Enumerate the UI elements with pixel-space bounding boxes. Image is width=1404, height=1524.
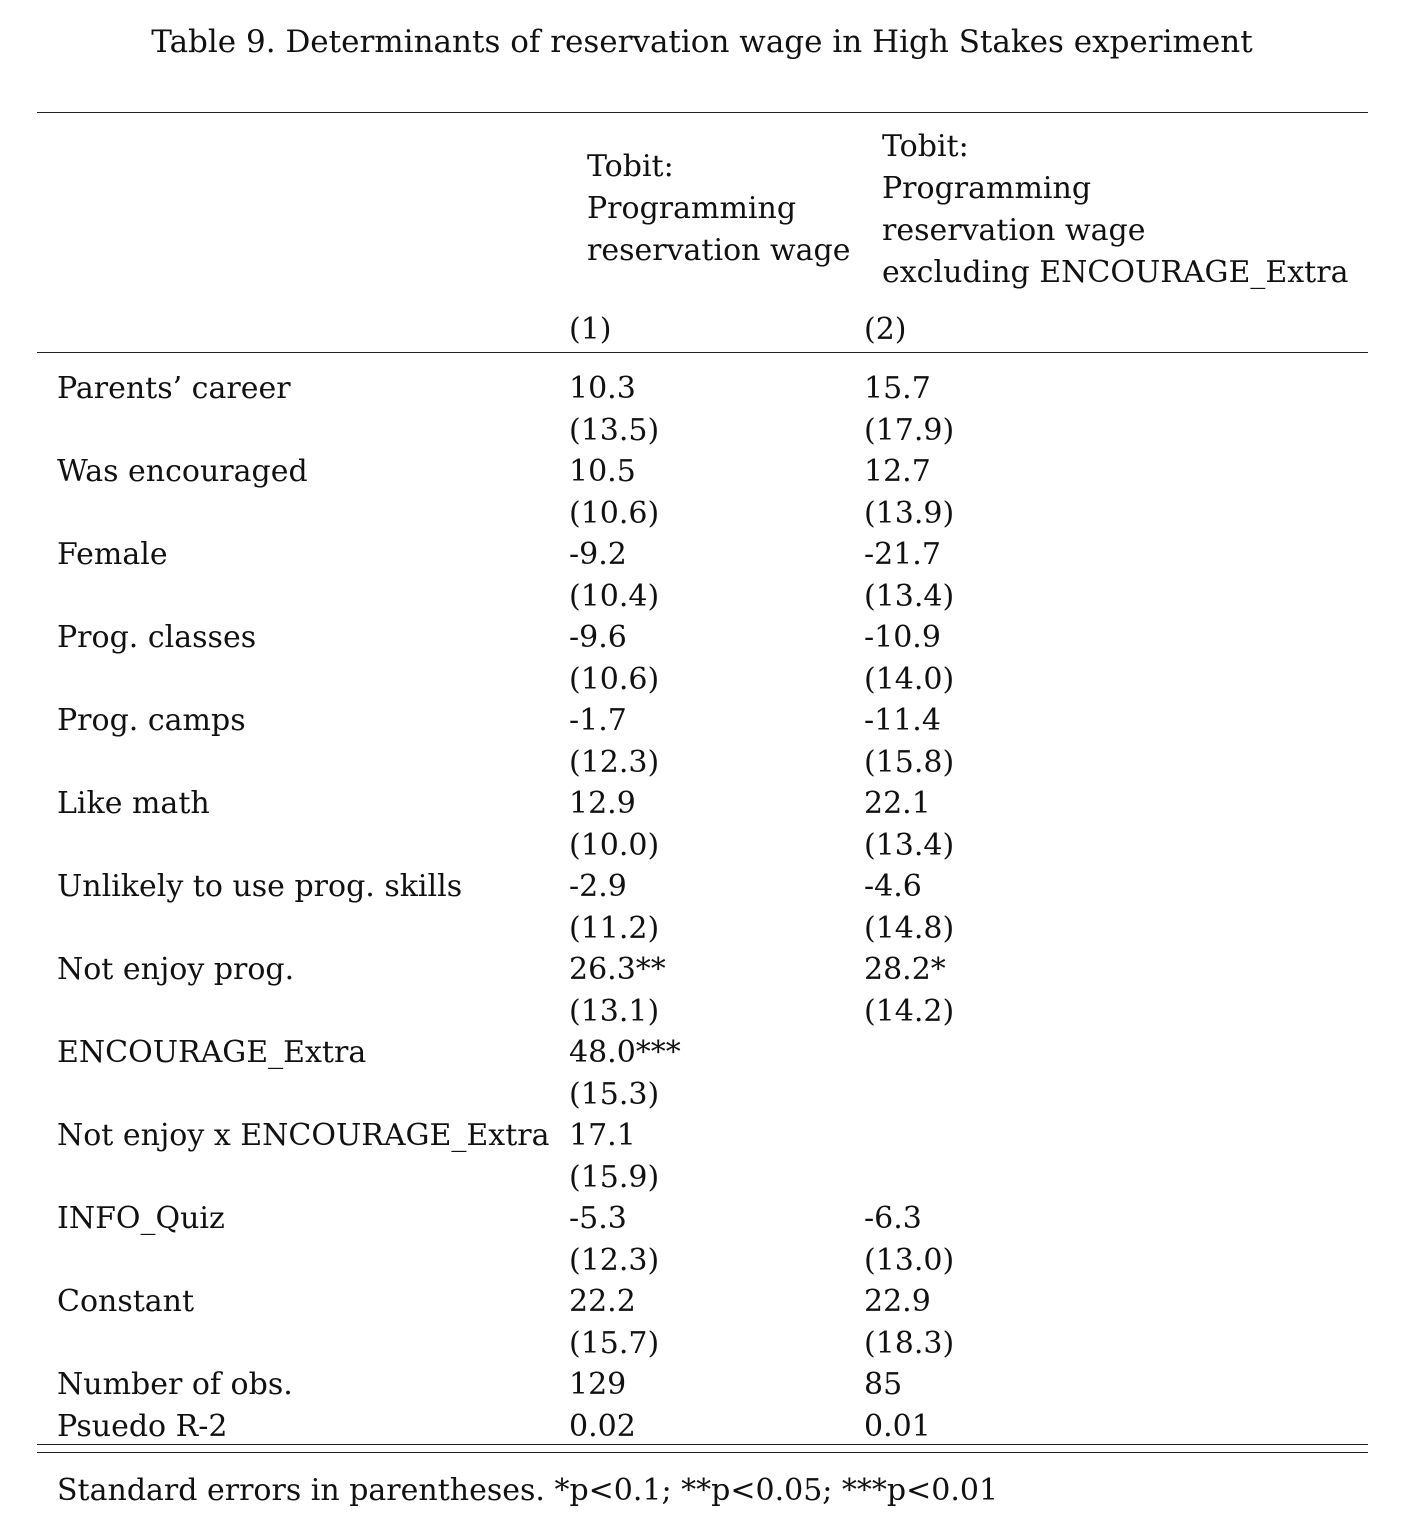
se-col-1: (13.1): [569, 993, 660, 1029]
se-col-1: (10.6): [569, 495, 660, 531]
coef-col-1: 17.1: [569, 1118, 636, 1153]
column-1-header-line: Programming: [587, 191, 797, 226]
coef-col-2: 22.9: [864, 1284, 931, 1319]
coef-col-1: 48.0***: [569, 1035, 681, 1070]
se-col-2: (17.9): [864, 412, 955, 448]
coef-col-1: 10.5: [569, 454, 636, 489]
se-col-1: (12.3): [569, 744, 660, 780]
se-col-1: (10.4): [569, 578, 660, 614]
column-2-header: [882, 126, 1348, 294]
coefficient-row: [0, 1198, 1404, 1240]
column-1-number: (1): [569, 312, 612, 347]
coef-col-2: 12.7: [864, 454, 931, 489]
row-label: Parents’ career: [57, 371, 291, 406]
std-error-row: [0, 410, 1404, 452]
stat-row: [0, 1406, 1404, 1448]
se-col-1: (10.6): [569, 661, 660, 697]
stat-col-1: 129: [569, 1367, 627, 1402]
coef-col-1: -1.7: [569, 703, 627, 738]
coef-col-1: 12.9: [569, 786, 636, 821]
std-error-row: [0, 742, 1404, 784]
se-col-2: (18.3): [864, 1325, 955, 1361]
coef-col-2: 28.2*: [864, 952, 946, 987]
row-label: INFO_Quiz: [57, 1201, 225, 1236]
coefficient-row: [0, 866, 1404, 908]
row-label: Unlikely to use prog. skills: [57, 869, 463, 904]
se-col-1: (10.0): [569, 827, 660, 863]
se-col-2: (13.4): [864, 827, 955, 863]
stat-col-2: 85: [864, 1367, 903, 1402]
std-error-row: [0, 1157, 1404, 1199]
bottom-rule-lower: [37, 1452, 1368, 1453]
se-col-2: (14.8): [864, 910, 955, 946]
header-rule: [37, 352, 1368, 353]
se-col-1: (15.7): [569, 1325, 660, 1361]
se-col-1: (15.9): [569, 1159, 660, 1195]
std-error-row: [0, 908, 1404, 950]
table-note: Standard errors in parentheses. *p<0.1; **p<0.05; ***p<0.01: [57, 1473, 999, 1508]
se-col-2: (13.9): [864, 495, 955, 531]
coef-col-2: -4.6: [864, 869, 922, 904]
se-col-2: (15.8): [864, 744, 955, 780]
coefficient-row: [0, 1032, 1404, 1074]
row-label: Prog. camps: [57, 703, 246, 738]
column-2-number: (2): [864, 312, 907, 347]
regression-table-body: [0, 368, 1404, 1447]
column-2-header-line: reservation wage: [882, 213, 1146, 248]
std-error-row: [0, 1323, 1404, 1365]
std-error-row: [0, 991, 1404, 1033]
coefficient-row: [0, 534, 1404, 576]
row-label: Constant: [57, 1284, 195, 1319]
coefficient-row: [0, 368, 1404, 410]
std-error-row: [0, 1240, 1404, 1282]
se-col-1: (11.2): [569, 910, 660, 946]
coef-col-1: 10.3: [569, 371, 636, 406]
row-label: Prog. classes: [57, 620, 257, 655]
coef-col-1: -9.2: [569, 537, 627, 572]
coef-col-2: -6.3: [864, 1201, 922, 1236]
top-rule: [37, 112, 1368, 113]
table-title: Table 9. Determinants of reservation wage in High Stakes experiment: [151, 24, 1253, 60]
std-error-row: [0, 493, 1404, 535]
se-col-1: (12.3): [569, 1242, 660, 1278]
stat-col-2: 0.01: [864, 1408, 931, 1444]
row-label: Was encouraged: [57, 454, 308, 489]
coef-col-1: -5.3: [569, 1201, 627, 1236]
row-label: Female: [57, 537, 168, 572]
coef-col-2: 22.1: [864, 786, 931, 821]
se-col-1: (15.3): [569, 1076, 660, 1112]
column-2-header-line: Programming: [882, 171, 1092, 206]
column-1-header-line: Tobit:: [587, 149, 674, 184]
bottom-rule-upper: [37, 1444, 1368, 1445]
stat-label: Number of obs.: [57, 1367, 293, 1402]
column-1-header-line: reservation wage: [587, 233, 851, 268]
stat-row: [0, 1364, 1404, 1406]
std-error-row: [0, 659, 1404, 701]
std-error-row: [0, 825, 1404, 867]
coefficient-row: [0, 1281, 1404, 1323]
row-label: Like math: [57, 786, 210, 821]
std-error-row: [0, 1074, 1404, 1116]
coefficient-row: [0, 783, 1404, 825]
column-2-header-line: Tobit:: [882, 129, 969, 164]
std-error-row: [0, 576, 1404, 618]
coef-col-1: -2.9: [569, 869, 627, 904]
column-1-header: [587, 146, 851, 272]
coefficient-row: [0, 617, 1404, 659]
coefficient-row: [0, 451, 1404, 493]
se-col-1: (13.5): [569, 412, 660, 448]
coef-col-2: -21.7: [864, 537, 941, 572]
coefficient-row: [0, 1115, 1404, 1157]
coef-col-1: 22.2: [569, 1284, 636, 1319]
se-col-2: (14.0): [864, 661, 955, 697]
se-col-2: (13.0): [864, 1242, 955, 1278]
column-2-header-line: excluding ENCOURAGE_Extra: [882, 255, 1349, 290]
row-label: Not enjoy prog.: [57, 952, 295, 987]
coef-col-1: 26.3**: [569, 952, 666, 987]
coef-col-2: -11.4: [864, 703, 941, 738]
coefficient-row: [0, 949, 1404, 991]
se-col-2: (13.4): [864, 578, 955, 614]
row-label: ENCOURAGE_Extra: [57, 1035, 367, 1070]
coefficient-row: [0, 700, 1404, 742]
coef-col-1: -9.6: [569, 620, 627, 655]
stat-col-1: 0.02: [569, 1408, 636, 1444]
coef-col-2: -10.9: [864, 620, 941, 655]
stat-label: Psuedo R-2: [57, 1408, 228, 1444]
row-label: Not enjoy x ENCOURAGE_Extra: [57, 1118, 550, 1153]
se-col-2: (14.2): [864, 993, 955, 1029]
coef-col-2: 15.7: [864, 371, 931, 406]
